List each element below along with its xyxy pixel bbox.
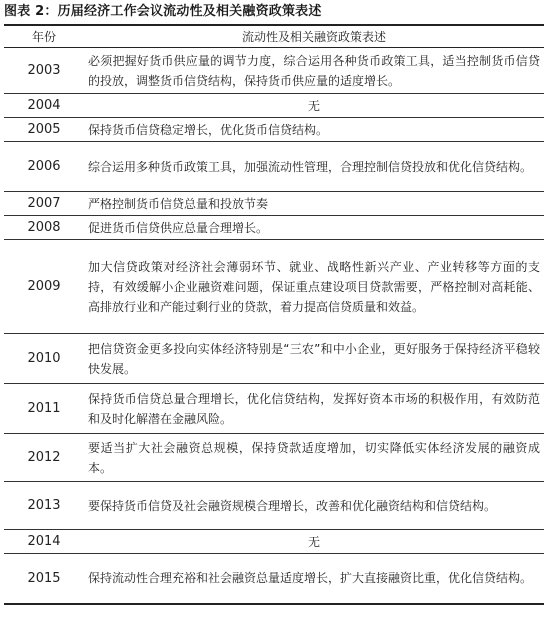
policy-cell: 保持流动性合理充裕和社会融资总量适度增长，扩大直接融资比重，优化信贷结构。 [84, 554, 544, 604]
figure-title: 图表 2：历届经济工作会议流动性及相关融资政策表述 [4, 4, 322, 19]
year-cell: 2008 [4, 216, 84, 240]
year-cell: 2010 [4, 334, 84, 384]
table-row [4, 118, 544, 142]
table-row [4, 94, 544, 118]
policy-cell: 要适当扩大社会融资总规模，保持贷款适度增加，切实降低实体经济发展的融资成本。 [84, 434, 544, 482]
table-row [4, 192, 544, 216]
policy-cell: 促进货币信贷供应总量合理增长。 [84, 216, 544, 240]
year-column-header: 年份 [4, 25, 84, 48]
year-cell: 2009 [4, 240, 84, 334]
table-row [4, 554, 544, 604]
table-row [4, 434, 544, 482]
year-cell: 2003 [4, 48, 84, 94]
policy-cell: 保持货币信贷稳定增长，优化货币信贷结构。 [84, 118, 544, 142]
year-cell: 2005 [4, 118, 84, 142]
policy-cell: 无 [84, 94, 544, 118]
policy-cell: 综合运用多种货币政策工具，加强流动性管理，合理控制信贷投放和优化信贷结构。 [84, 142, 544, 192]
year-cell: 2004 [4, 94, 84, 118]
table-row [4, 48, 544, 94]
policy-cell: 严格控制货币信贷总量和投放节奏 [84, 192, 544, 216]
year-cell: 2006 [4, 142, 84, 192]
policy-cell: 把信贷资金更多投向实体经济特别是“三农”和中小企业，更好服务于保持经济平稳较快发展。 [84, 334, 544, 384]
table-row [4, 384, 544, 434]
policy-cell: 无 [84, 530, 544, 554]
table-row [4, 334, 544, 384]
year-cell: 2007 [4, 192, 84, 216]
year-cell: 2012 [4, 434, 84, 482]
policy-cell: 保持货币信贷总量合理增长，优化信贷结构，发挥好资本市场的积极作用，有效防范和及时化解潜在金融风险。 [84, 384, 544, 434]
year-cell: 2014 [4, 530, 84, 554]
policy-column-header: 流动性及相关融资政策表述 [84, 25, 544, 48]
policy-cell: 加大信贷政策对经济社会薄弱环节、就业、战略性新兴产业、产业转移等方面的支持，有效缓解小企业融资难问题，保证重点建设项目贷款需要，严格控制对高耗能、高排放行业和产能过剩行业的贷款，着力提高信贷质量和效益。 [84, 240, 544, 334]
policy-table [4, 24, 544, 605]
year-cell: 2015 [4, 554, 84, 604]
table-row [4, 216, 544, 240]
table-header-row [4, 25, 544, 48]
policy-cell: 必须把握好货币供应量的调节力度，综合运用各种货币政策工具，适当控制货币信贷的投放，调整货币信贷结构，保持货币供应量的适度增长。 [84, 48, 544, 94]
year-cell: 2011 [4, 384, 84, 434]
table-row [4, 142, 544, 192]
policy-cell: 要保持货币信贷及社会融资规模合理增长，改善和优化融资结构和信贷结构。 [84, 482, 544, 530]
year-cell: 2013 [4, 482, 84, 530]
table-row [4, 482, 544, 530]
table-row [4, 240, 544, 334]
table-row [4, 530, 544, 554]
